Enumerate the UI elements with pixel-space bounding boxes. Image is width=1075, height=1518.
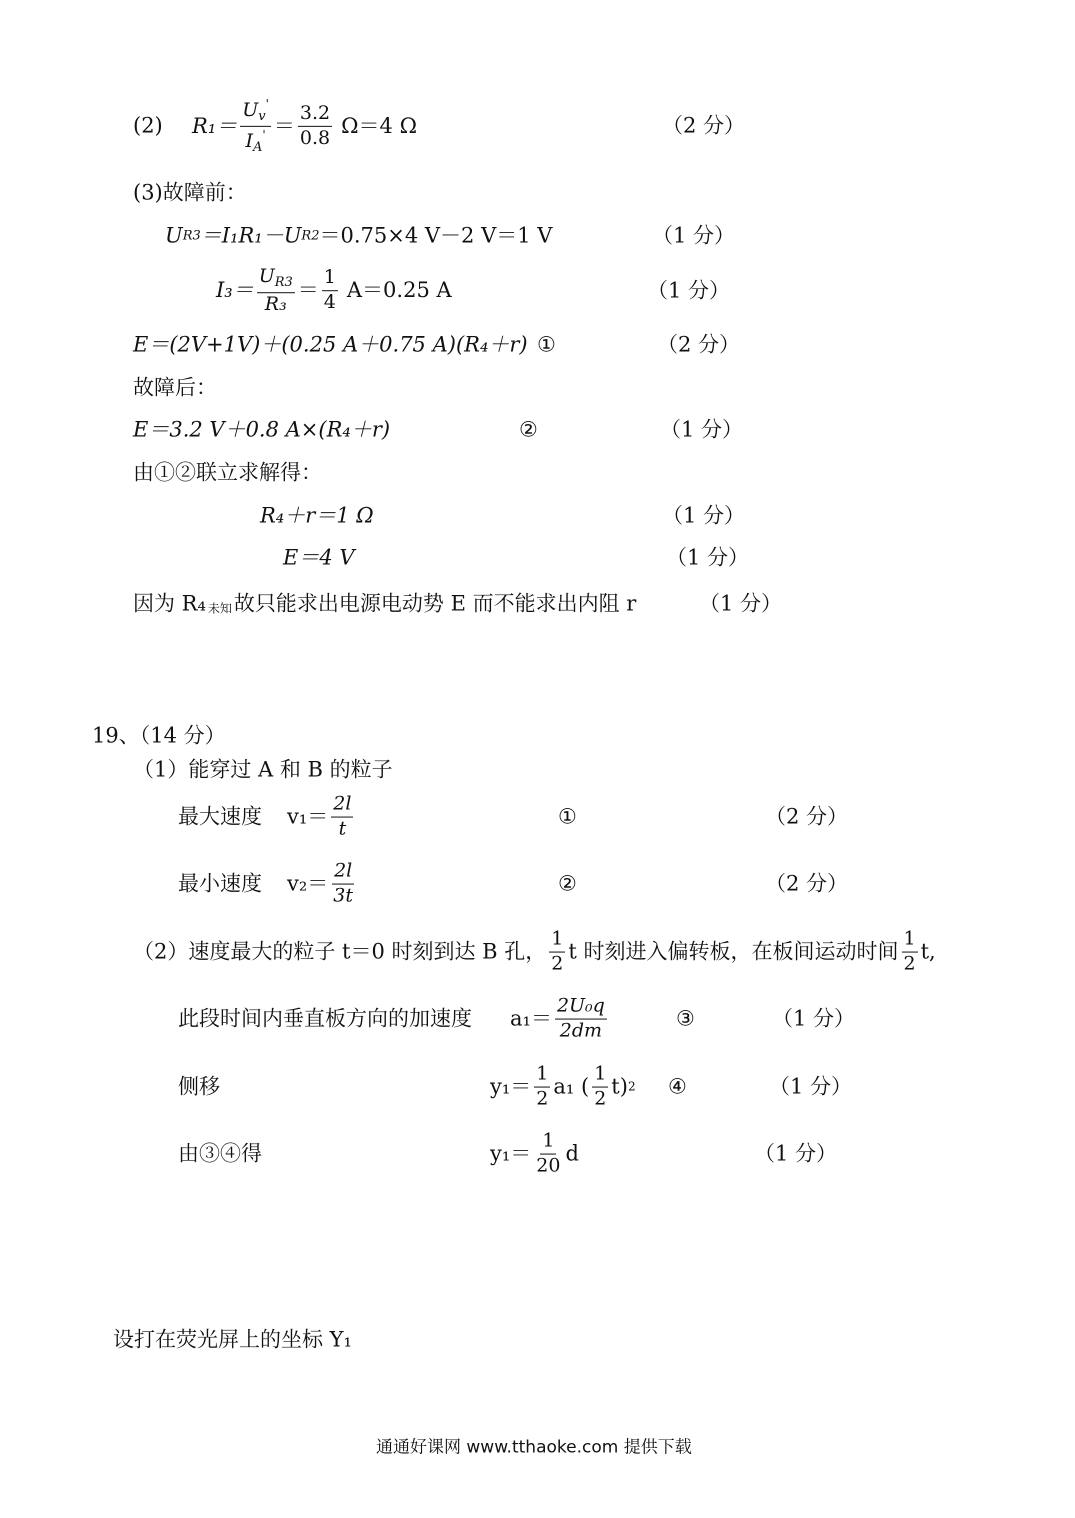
fraction bbox=[902, 927, 918, 975]
fraction bbox=[555, 994, 607, 1042]
formula-text: y₁＝ bbox=[490, 1074, 532, 1099]
formula-text: a₁ ( bbox=[553, 1074, 590, 1099]
formula-text: ＝0.75×4 V－2 V＝1 V bbox=[319, 223, 553, 248]
sub: R3 bbox=[182, 228, 201, 244]
q18-i3-score: （1 分） bbox=[647, 278, 731, 303]
fraction bbox=[322, 266, 338, 314]
fraction bbox=[240, 98, 271, 154]
q18-reason-score: （1 分） bbox=[699, 591, 783, 616]
frac-den: R₃ bbox=[264, 292, 287, 315]
formula-text: y₁＝ bbox=[490, 1141, 532, 1166]
fraction bbox=[534, 1062, 550, 1110]
sup: 2 bbox=[627, 1080, 636, 1094]
q18-e2-mark: ② bbox=[519, 417, 538, 442]
frac-num: 1 bbox=[592, 1065, 608, 1088]
fraction bbox=[549, 927, 565, 975]
p2-text: t 时刻进入偏转板，在板间运动时间 bbox=[568, 939, 899, 964]
sub: R2 bbox=[301, 228, 320, 244]
frac-den: t bbox=[338, 817, 347, 840]
frac-num: U bbox=[258, 265, 275, 288]
equals: ＝ bbox=[273, 113, 295, 138]
frac-num: 1 bbox=[322, 269, 338, 292]
frac-num: 1 bbox=[549, 930, 565, 953]
sub: A bbox=[252, 139, 263, 155]
formula-text: v₂＝ bbox=[287, 871, 329, 896]
equals: ＝ bbox=[297, 278, 319, 303]
formula-text: v₁＝ bbox=[287, 804, 329, 829]
formula-result: A＝0.25 A bbox=[346, 278, 452, 303]
frac-den: 20 bbox=[536, 1154, 561, 1177]
frac-num: 2l bbox=[332, 862, 354, 885]
q19-vmax-score: （2 分） bbox=[765, 804, 849, 829]
q19-vmax-mark: ① bbox=[558, 804, 577, 829]
frac-num: 3.2 bbox=[298, 104, 332, 127]
fraction bbox=[257, 267, 295, 315]
frac-den: 2dm bbox=[559, 1019, 603, 1042]
frac-num: 1 bbox=[534, 1065, 550, 1088]
q19-vmin-score: （2 分） bbox=[765, 871, 849, 896]
frac-num: 2l bbox=[331, 795, 353, 818]
frac-num: U bbox=[242, 98, 259, 121]
q19-vmin-mark: ② bbox=[558, 871, 577, 896]
reason-small-text: 未知 bbox=[207, 601, 232, 616]
formula-text: t) bbox=[611, 1074, 628, 1099]
fraction bbox=[331, 859, 355, 907]
q18-e2-score: （1 分） bbox=[660, 417, 744, 442]
q18-after-label: 故障后： bbox=[133, 375, 217, 400]
formula-text: d bbox=[565, 1141, 579, 1166]
sub: v bbox=[258, 108, 266, 124]
q18-p2-label: (2) bbox=[133, 113, 163, 138]
formula-text: R₁＝ bbox=[192, 113, 238, 138]
frac-den: 0.8 bbox=[299, 126, 331, 149]
q19-screen-label: 设打在荧光屏上的坐标 Y₁ bbox=[113, 1327, 352, 1352]
q19-acc-label: 此段时间内垂直板方向的加速度 bbox=[178, 1006, 472, 1031]
q18-p3-label: (3)故障前： bbox=[133, 180, 247, 205]
q18-r4r-formula: R₄＋r＝1 Ω bbox=[260, 503, 374, 528]
q18-e-formula: E＝4 V bbox=[283, 545, 355, 570]
formula-text: U bbox=[165, 223, 183, 248]
q19-shift-label: 侧移 bbox=[178, 1074, 220, 1099]
p2-text: （2）速度最大的粒子 t＝0 时刻到达 B 孔， bbox=[133, 939, 547, 964]
frac-den: 2 bbox=[903, 952, 916, 975]
page-footer: 通通好课网 www.tthaoke.com 提供下载 bbox=[376, 1437, 692, 1458]
reason-text: 因为 R₄ bbox=[133, 591, 206, 616]
q18-e1-formula: E＝(2V+1V)＋(0.25 A＋0.75 A)(R₄＋r) bbox=[133, 332, 528, 357]
fraction bbox=[298, 101, 332, 149]
reason-text: 故只能求出电源电动势 E 而不能求出内阻 r bbox=[233, 591, 637, 616]
q19-acc-score: （1 分） bbox=[772, 1006, 856, 1031]
formula-result: Ω＝4 Ω bbox=[341, 113, 417, 138]
frac-den: I bbox=[245, 129, 253, 152]
q19-res-score: （1 分） bbox=[754, 1141, 838, 1166]
formula-text: ＝I₁R₁－U bbox=[200, 223, 302, 248]
q19-shift-score: （1 分） bbox=[769, 1074, 853, 1099]
q18-ur3-score: （1 分） bbox=[652, 223, 736, 248]
q18-e1-mark: ① bbox=[537, 332, 556, 357]
q19-vmin-label: 最小速度 bbox=[178, 871, 262, 896]
frac-den: 3t bbox=[333, 884, 354, 907]
fraction bbox=[331, 792, 353, 840]
q18-r4r-score: （1 分） bbox=[662, 503, 746, 528]
frac-num: 2U₀q bbox=[555, 997, 607, 1020]
frac-den: 2 bbox=[536, 1087, 549, 1110]
frac-num: 1 bbox=[540, 1132, 556, 1155]
q18-solve-label: 由①②联立求解得： bbox=[133, 460, 322, 485]
q19-p1-label: （1）能穿过 A 和 B 的粒子 bbox=[133, 757, 393, 782]
q19-acc-mark: ③ bbox=[676, 1006, 695, 1031]
fraction bbox=[592, 1062, 608, 1110]
p2-text: t, bbox=[920, 939, 936, 964]
formula-text: I₃＝ bbox=[216, 278, 254, 303]
q19-vmax-label: 最大速度 bbox=[178, 804, 262, 829]
sup: ' bbox=[265, 96, 269, 111]
formula-text: a₁＝ bbox=[510, 1006, 552, 1031]
q18-e-score: （1 分） bbox=[666, 545, 750, 570]
sub: R3 bbox=[274, 275, 293, 291]
q19-res-label: 由③④得 bbox=[178, 1141, 262, 1166]
q18-e2-formula: E＝3.2 V＋0.8 A×(R₄＋r) bbox=[133, 417, 391, 442]
frac-num: 1 bbox=[902, 930, 918, 953]
fraction bbox=[534, 1129, 562, 1177]
frac-den: 2 bbox=[551, 952, 564, 975]
q19-shift-mark: ④ bbox=[668, 1074, 687, 1099]
sup: ' bbox=[262, 127, 266, 142]
q18-e1-score: （2 分） bbox=[657, 332, 741, 357]
q19-heading: 19、（14 分） bbox=[92, 723, 226, 748]
frac-den: 4 bbox=[323, 291, 336, 314]
frac-den: 2 bbox=[594, 1087, 607, 1110]
q18-p2-score: （2 分） bbox=[662, 113, 746, 138]
